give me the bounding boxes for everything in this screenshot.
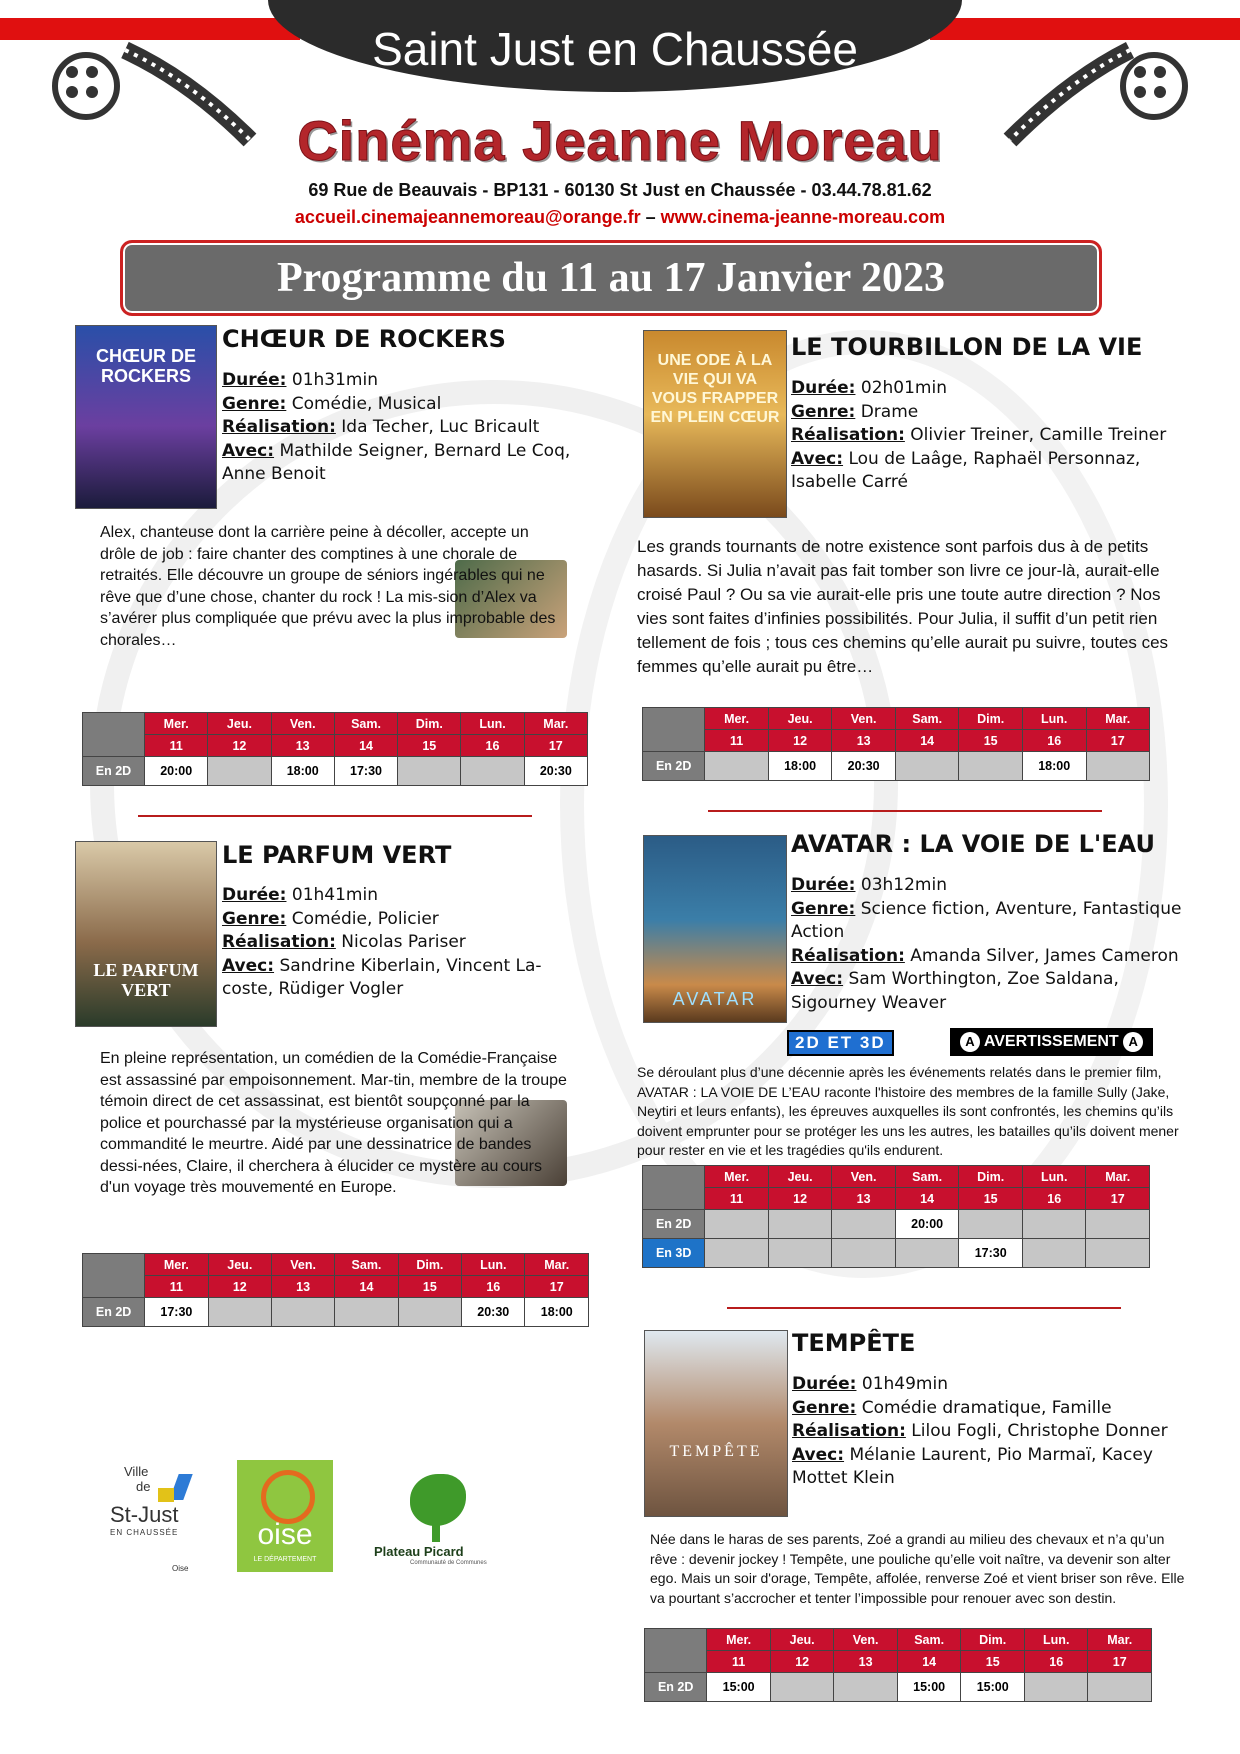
- empty-cell: [768, 1210, 831, 1239]
- empty-cell: [768, 1239, 831, 1268]
- day-header: Mer.: [705, 1166, 768, 1188]
- movie-divider: [708, 810, 1102, 812]
- logo-text: EN CHAUSSÉE: [110, 1528, 179, 1537]
- showtime-row: [83, 757, 588, 786]
- day-header: Dim.: [398, 1254, 461, 1276]
- day-header: Mar.: [1086, 708, 1150, 730]
- movie-info: [222, 884, 542, 1002]
- date-header: 16: [1022, 730, 1086, 752]
- showtime-cell: 18:00: [525, 1298, 589, 1327]
- movie-synopsis: Alex, chanteuse dont la carrière peine à décoller, accepte un drôle de job : faire chanter des comptines à une chorale de retraités. Elle découvre un groupe de séniors ingérables qui ne rêve que d’une chose, chanter du rock ! La mis-sion d’Alex va s’avérer plus compliquée que prévu avec la plus improbable des chorales…: [100, 524, 556, 649]
- poster-title: CHŒUR DE ROCKERS: [95, 346, 196, 386]
- movie-duration: 03h12min: [860, 875, 947, 895]
- day-header: Mer.: [145, 713, 208, 735]
- date-header: 12: [770, 1651, 833, 1673]
- day-header: Sam.: [897, 1629, 961, 1651]
- date-header: 17: [1086, 1188, 1150, 1210]
- oise-flower-icon: [261, 1470, 315, 1524]
- date-header: 15: [398, 735, 461, 757]
- logo-mark: [158, 1488, 174, 1502]
- day-header: Sam.: [895, 708, 959, 730]
- day-header: Lun.: [462, 1254, 525, 1276]
- date-header: 17: [524, 735, 587, 757]
- movie-duration: 01h31min: [291, 370, 378, 390]
- date-header: 15: [959, 730, 1022, 752]
- logo-text: Plateau Picard: [374, 1544, 464, 1559]
- showtime-cell: 20:30: [832, 752, 896, 781]
- day-row: [643, 708, 1150, 730]
- empty-cell: [832, 1210, 895, 1239]
- day-header: Mar.: [525, 1254, 589, 1276]
- table-corner: [643, 1166, 705, 1210]
- format-label: En 2D: [83, 757, 145, 786]
- label-realisation: Réalisation:: [222, 932, 336, 952]
- day-header: Sam.: [334, 713, 397, 735]
- table-corner: [83, 1254, 145, 1298]
- schedule-table: [82, 1253, 589, 1327]
- day-header: Lun.: [461, 713, 524, 735]
- movie-cast: Sam Worthington, Zoe Saldana, Sigourney Weaver: [791, 969, 1119, 1013]
- poster-tourbillon-de-la-vie: [643, 330, 787, 518]
- showtime-cell: 20:30: [462, 1298, 525, 1327]
- day-row: [645, 1629, 1152, 1651]
- showtime-cell: 18:00: [271, 757, 334, 786]
- movie-synopsis: Se déroulant plus d’une décennie après les événements relatés dans le premier film, AVATAR : LA VOIE DE L’EAU raconte l'histoire des membres de la famille Sully (Jake, Neytiri et leurs enfants), les épreuves auxquelles ils sont confrontés, les chemins qu’ils doivent emprunter pour se protéger les uns les autres, les batailles qu’ils doivent mener pour rester en vie et les tragédies qu'ils endurent.: [637, 1064, 1179, 1158]
- logo-text: St-Just: [110, 1502, 179, 1527]
- label-realisation: Réalisation:: [792, 1421, 906, 1441]
- label-duree: Durée:: [791, 378, 856, 398]
- label-avec: Avec:: [222, 955, 275, 976]
- logo-text: Oise: [172, 1564, 189, 1573]
- empty-cell: [895, 752, 959, 781]
- format-label: En 2D: [643, 752, 705, 781]
- cinema-address: 69 Rue de Beauvais - BP131 - 60130 St Just en Chaussée - 03.44.78.81.62: [308, 180, 932, 200]
- logo-text: LE DÉPARTEMENT: [253, 1556, 317, 1563]
- showtime-cell: 20:00: [895, 1210, 959, 1239]
- format-label: En 2D: [645, 1673, 707, 1702]
- movie-title: AVATAR : LA VOIE DE L'EAU: [791, 830, 1155, 858]
- label-genre: Genre:: [791, 898, 856, 919]
- empty-cell: [959, 1210, 1023, 1239]
- date-header: 12: [768, 1188, 831, 1210]
- movie-info: [222, 369, 582, 487]
- empty-cell: [832, 1239, 895, 1268]
- day-row: [643, 1166, 1150, 1188]
- movie-synopsis: Née dans le haras de ses parents, Zoé a grandi au milieu des chevaux et n’a qu’un rêve : devenir jockey ! Tempête, une pouliche qu’elle voit naître, va devenir son alter ego. Mais un soir d'orage, Tempête, affolée, renverse Zoé et vient briser son rêve. Elle va pourtant s’accrocher et tenter l’impossible pour renouer avec son destin.: [650, 1531, 1185, 1606]
- empty-cell: [705, 752, 768, 781]
- showtime-row: [643, 752, 1150, 781]
- date-header: 17: [525, 1276, 589, 1298]
- town-name: Saint Just en Chaussée: [372, 23, 858, 75]
- movie-genre: Comédie, Policier: [291, 908, 439, 929]
- day-header: Mar.: [1088, 1629, 1152, 1651]
- movie-divider: [138, 815, 532, 817]
- poster-title: LE PARFUM VERT: [93, 960, 199, 1000]
- date-row: [83, 735, 588, 757]
- label-avec: Avec:: [792, 1444, 845, 1465]
- showtime-cell: 20:30: [524, 757, 587, 786]
- logo-text: Ville: [124, 1464, 149, 1479]
- label-realisation: Réalisation:: [222, 417, 336, 437]
- showtime-cell: 18:00: [768, 752, 832, 781]
- day-header: Mer.: [707, 1629, 771, 1651]
- movie-cast: Lou de Laâge, Raphaël Personnaz, Isabelle Carré: [791, 448, 1141, 492]
- poster-le-parfum-vert: [75, 841, 217, 1027]
- empty-cell: [1088, 1673, 1152, 1702]
- movie-info: [791, 874, 1191, 1015]
- movie-cast: Mélanie Laurent, Pio Marmaï, Kacey Mottet Klein: [792, 1444, 1153, 1488]
- empty-cell: [1024, 1673, 1087, 1702]
- empty-cell: [335, 1298, 398, 1327]
- movie-duration: 01h49min: [861, 1374, 948, 1394]
- schedule-table: [82, 712, 588, 786]
- date-header: 13: [832, 1188, 895, 1210]
- label-duree: Durée:: [222, 885, 287, 905]
- empty-cell: [208, 1298, 271, 1327]
- day-header: Sam.: [335, 1254, 398, 1276]
- movie-synopsis: En pleine représentation, un comédien de la Comédie-Française est assassiné par empoisonnement. Mar-tin, membre de la troupe témoin direct de cet assassinat, est bientôt soupçonné par la police et pourchassé par la mystérieuse organisation qui a commandité le meurtre. Aidé par une dessinatrice de bandes dessi-nées, Claire, il cherchera à élucider ce mystère au cours d'un voyage très mouvementé en Europe.: [100, 1050, 567, 1196]
- day-row: [83, 1254, 589, 1276]
- warning-icon: A: [1123, 1032, 1143, 1052]
- date-header: 11: [705, 730, 768, 752]
- showtime-cell: 18:00: [1022, 752, 1086, 781]
- programme-title: Programme du 11 au 17 Janvier 2023: [276, 255, 946, 301]
- date-header: 14: [334, 735, 397, 757]
- date-header: 14: [895, 1188, 959, 1210]
- empty-cell: [770, 1673, 833, 1702]
- website-link[interactable]: www.cinema-jeanne-moreau.com: [660, 207, 946, 227]
- date-row: [645, 1651, 1152, 1673]
- label-duree: Durée:: [792, 1374, 857, 1394]
- day-header: Sam.: [895, 1166, 959, 1188]
- day-header: Lun.: [1022, 708, 1086, 730]
- logo-plateau-picard: [370, 1474, 500, 1574]
- movie-title: TEMPÊTE: [792, 1329, 916, 1357]
- movie-info: [792, 1373, 1172, 1491]
- movie-director: Olivier Treiner, Camille Treiner: [910, 425, 1167, 445]
- movie-director: Amanda Silver, James Cameron: [910, 945, 1179, 966]
- date-header: 11: [705, 1188, 768, 1210]
- empty-cell: [461, 757, 524, 786]
- poster-avatar: [643, 835, 787, 1023]
- day-header: Lun.: [1024, 1629, 1087, 1651]
- label-avec: Avec:: [791, 448, 844, 469]
- empty-cell: [398, 757, 461, 786]
- movie-cast: Sandrine Kiberlain, Vincent La-coste, Rüdiger Vogler: [222, 955, 542, 999]
- day-header: Jeu.: [208, 1254, 271, 1276]
- date-header: 15: [398, 1276, 461, 1298]
- date-header: 13: [832, 730, 896, 752]
- date-header: 11: [145, 735, 208, 757]
- email-link[interactable]: accueil.cinemajeannemoreau@orange.fr: [294, 207, 641, 227]
- date-row: [643, 730, 1150, 752]
- date-header: 14: [897, 1651, 961, 1673]
- empty-cell: [271, 1298, 334, 1327]
- table-corner: [645, 1629, 707, 1673]
- empty-cell: [1022, 1210, 1086, 1239]
- empty-cell: [398, 1298, 461, 1327]
- logo-ville-st-just: [100, 1464, 200, 1584]
- poster-choeur-de-rockers: [75, 325, 217, 509]
- day-header: Ven.: [271, 713, 334, 735]
- logo-text: de: [136, 1479, 151, 1494]
- showtime-cell: 17:30: [145, 1298, 208, 1327]
- logo-text: Communauté de Communes: [410, 1560, 487, 1566]
- movie-title: CHŒUR DE ROCKERS: [222, 325, 506, 353]
- format-label: En 3D: [643, 1239, 705, 1268]
- movie-synopsis: Les grands tournants de notre existence sont parfois dus à de petits hasards. Si Julia n’avait pas fait tomber son livre ce jour-là, aurait-elle croisé Paul ? Ou sa vie aurait-elle pris une toute autre direction ? Nos vies sont faites d’infinies possibilités. Pour Julia, il suffit d’un petit rien tellement de fois ; tous ces chemins qu’elle aurait pu suivre, toutes ces femmes qu’elle aurait pu être…: [637, 537, 1169, 676]
- empty-cell: [1086, 1239, 1150, 1268]
- logo-oise: [237, 1460, 333, 1572]
- cinema-contact: [0, 207, 1240, 228]
- showtime-cell: 15:00: [961, 1673, 1025, 1702]
- showtime-cell: 15:00: [707, 1673, 771, 1702]
- empty-cell: [1086, 752, 1150, 781]
- date-header: 13: [834, 1651, 897, 1673]
- date-header: 13: [271, 735, 334, 757]
- date-header: 15: [961, 1651, 1025, 1673]
- label-genre: Genre:: [792, 1397, 857, 1418]
- label-realisation: Réalisation:: [791, 425, 905, 445]
- contact-separator: –: [645, 207, 656, 227]
- showtime-cell: 15:00: [897, 1673, 961, 1702]
- movie-genre: Science fiction, Aventure, Fantastique Action: [791, 898, 1182, 942]
- warning-icon: A: [960, 1032, 980, 1052]
- badge-warning: [950, 1028, 1153, 1056]
- day-header: Ven.: [271, 1254, 334, 1276]
- date-header: 12: [208, 1276, 271, 1298]
- date-header: 14: [895, 730, 959, 752]
- date-header: 14: [335, 1276, 398, 1298]
- day-header: Dim.: [398, 713, 461, 735]
- movie-title: LE PARFUM VERT: [222, 841, 452, 869]
- label-genre: Genre:: [222, 908, 287, 929]
- label-avec: Avec:: [791, 969, 844, 989]
- showtime-row: [645, 1673, 1152, 1702]
- poster-title: TEMPÊTE: [669, 1443, 763, 1460]
- showtime-cell: 20:00: [145, 757, 208, 786]
- empty-cell: [895, 1239, 959, 1268]
- label-genre: Genre:: [791, 401, 856, 422]
- day-header: Dim.: [959, 708, 1022, 730]
- schedule-table: [642, 707, 1150, 781]
- empty-cell: [705, 1210, 768, 1239]
- format-label: En 2D: [643, 1210, 705, 1239]
- empty-cell: [834, 1673, 897, 1702]
- empty-cell: [1022, 1239, 1086, 1268]
- badge-2d-3d: 2D ET 3D: [787, 1030, 894, 1056]
- showtime-row: [643, 1210, 1150, 1239]
- schedule-table: [644, 1628, 1152, 1702]
- label-realisation: Réalisation:: [791, 945, 905, 966]
- showtime-row: [643, 1239, 1150, 1268]
- showtime-cell: 17:30: [959, 1239, 1023, 1268]
- warning-label: AVERTISSEMENT: [983, 1033, 1119, 1050]
- day-header: Dim.: [961, 1629, 1025, 1651]
- movie-director: Ida Techer, Luc Bricault: [341, 417, 540, 437]
- date-header: 17: [1088, 1651, 1152, 1673]
- label-avec: Avec:: [222, 440, 275, 461]
- label-genre: Genre:: [222, 393, 287, 414]
- date-header: 11: [707, 1651, 771, 1673]
- movie-genre: Drame: [860, 401, 919, 422]
- showtime-cell: 17:30: [334, 757, 397, 786]
- date-header: 16: [1022, 1188, 1086, 1210]
- date-header: 12: [768, 730, 832, 752]
- day-header: Lun.: [1022, 1166, 1086, 1188]
- day-header: Dim.: [959, 1166, 1023, 1188]
- logo-text: oise: [257, 1518, 313, 1551]
- movie-genre: Comédie dramatique, Famille: [861, 1397, 1112, 1418]
- day-row: [83, 713, 588, 735]
- date-header: 13: [271, 1276, 334, 1298]
- cinema-name: Cinéma Jeanne Moreau: [297, 109, 943, 172]
- header-red-bar-left: [0, 18, 300, 40]
- movie-director: Nicolas Pariser: [341, 932, 466, 952]
- date-row: [643, 1188, 1150, 1210]
- header-red-bar-right: [930, 18, 1240, 40]
- day-header: Ven.: [832, 1166, 895, 1188]
- day-header: Mer.: [145, 1254, 208, 1276]
- schedule-table: [642, 1165, 1150, 1268]
- day-header: Ven.: [834, 1629, 897, 1651]
- movie-info: [791, 377, 1191, 495]
- empty-cell: [1086, 1210, 1150, 1239]
- day-header: Jeu.: [768, 708, 832, 730]
- day-header: Mar.: [524, 713, 587, 735]
- poster-tempete: [644, 1330, 788, 1517]
- table-corner: [643, 708, 705, 752]
- table-corner: [83, 713, 145, 757]
- day-header: Jeu.: [770, 1629, 833, 1651]
- day-header: Mer.: [705, 708, 768, 730]
- movie-duration: 02h01min: [860, 378, 947, 398]
- movie-duration: 01h41min: [291, 885, 378, 905]
- date-header: 15: [959, 1188, 1023, 1210]
- label-duree: Durée:: [791, 875, 856, 895]
- day-header: Ven.: [832, 708, 896, 730]
- day-header: Mar.: [1086, 1166, 1150, 1188]
- showtime-row: [83, 1298, 589, 1327]
- programme-banner: [120, 240, 1102, 316]
- tree-trunk: [432, 1518, 440, 1542]
- date-header: 17: [1086, 730, 1150, 752]
- empty-cell: [705, 1239, 768, 1268]
- label-duree: Durée:: [222, 370, 287, 390]
- day-header: Jeu.: [768, 1166, 831, 1188]
- movie-title: LE TOURBILLON DE LA VIE: [791, 333, 1143, 361]
- date-header: 16: [461, 735, 524, 757]
- date-header: 16: [1024, 1651, 1087, 1673]
- empty-cell: [208, 757, 271, 786]
- date-header: 16: [462, 1276, 525, 1298]
- movie-divider: [727, 1307, 1121, 1309]
- poster-title: UNE ODE À LA VIE QUI VA VOUS FRAPPER EN PLEIN CŒUR: [650, 352, 780, 426]
- movie-cast: Mathilde Seigner, Bernard Le Coq, Anne Benoit: [222, 440, 571, 484]
- empty-cell: [959, 752, 1022, 781]
- date-row: [83, 1276, 589, 1298]
- poster-title: AVATAR: [672, 989, 758, 1009]
- format-label: En 2D: [83, 1298, 145, 1327]
- movie-genre: Comédie, Musical: [291, 393, 442, 414]
- date-header: 11: [145, 1276, 208, 1298]
- movie-director: Lilou Fogli, Christophe Donner: [911, 1421, 1168, 1441]
- day-header: Jeu.: [208, 713, 271, 735]
- date-header: 12: [208, 735, 271, 757]
